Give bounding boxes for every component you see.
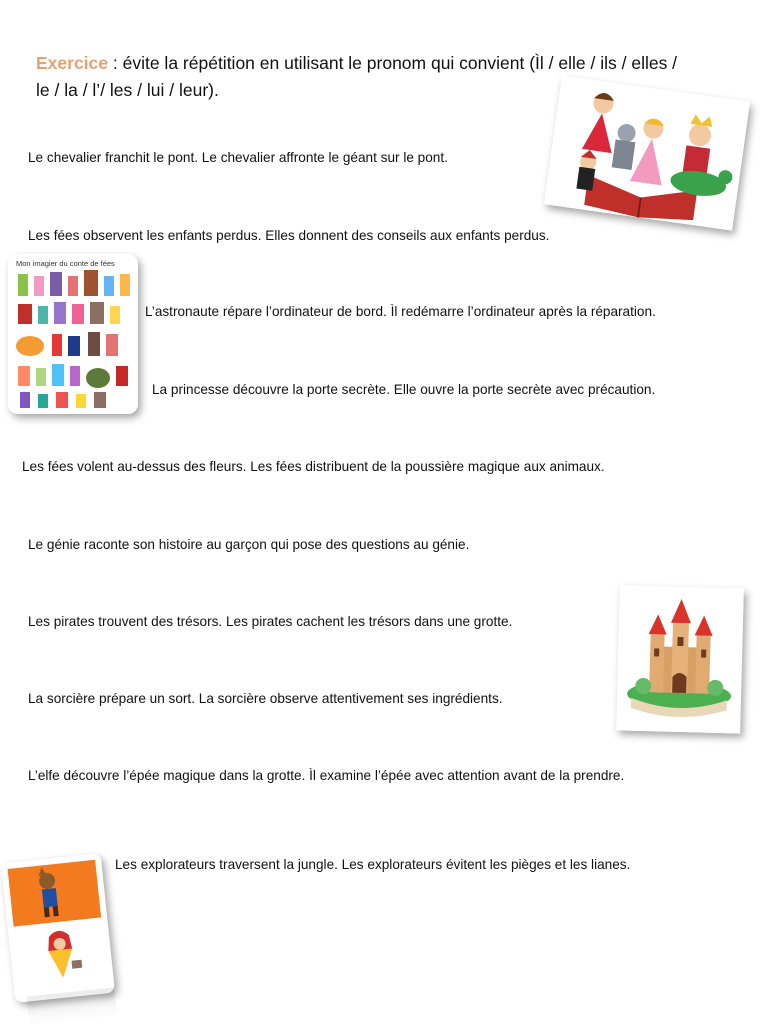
- sentence-1: Le chevalier franchit le pont. Le chevalier affronte le géant sur le pont.: [28, 150, 448, 165]
- sentence-4: La princesse découvre la porte secrète. Elle ouvre la porte secrète avec précaution.: [152, 382, 656, 397]
- exercise-keyword: Exercice: [36, 53, 109, 73]
- instruction-line-2: le / la / l’/ les / lui / leur).: [36, 80, 219, 100]
- sentence-9: L’elfe découvre l’épée magique dans la grotte. Ìl examine l’épée avec attention avant de la prendre.: [28, 768, 625, 783]
- castle-image: [616, 585, 744, 733]
- fairy-tale-cards-image: [1, 853, 115, 1003]
- sentence-5: Les fées volent au-dessus des fleurs. Les fées distribuent de la poussière magique aux animaux.: [22, 459, 605, 474]
- sentence-3: L’astronaute répare l’ordinateur de bord. Ìl redémarre l’ordinateur après la réparation.: [145, 304, 656, 319]
- sentence-10: Les explorateurs traversent la jungle. Les explorateurs évitent les pièges et les lianes.: [115, 857, 631, 872]
- poster-title: Mon imagier du conte de fées: [16, 259, 115, 268]
- fairy-tale-characters-image: [544, 75, 750, 230]
- sentence-8: La sorcière prépare un sort. La sorcière observe attentivement ses ingrédients.: [28, 691, 503, 706]
- sentence-2: Les fées observent les enfants perdus. Elles donnent des conseils aux enfants perdus.: [28, 228, 550, 243]
- instruction-line-1: : évite la répétition en utilisant le pronom qui convient (Ìl / elle / ils / elles /: [108, 53, 678, 73]
- fairy-tale-poster-image: [8, 254, 138, 414]
- sentence-6: Le génie raconte son histoire au garçon qui pose des questions au génie.: [28, 537, 470, 552]
- sentence-7: Les pirates trouvent des trésors. Les pirates cachent les trésors dans une grotte.: [28, 614, 513, 629]
